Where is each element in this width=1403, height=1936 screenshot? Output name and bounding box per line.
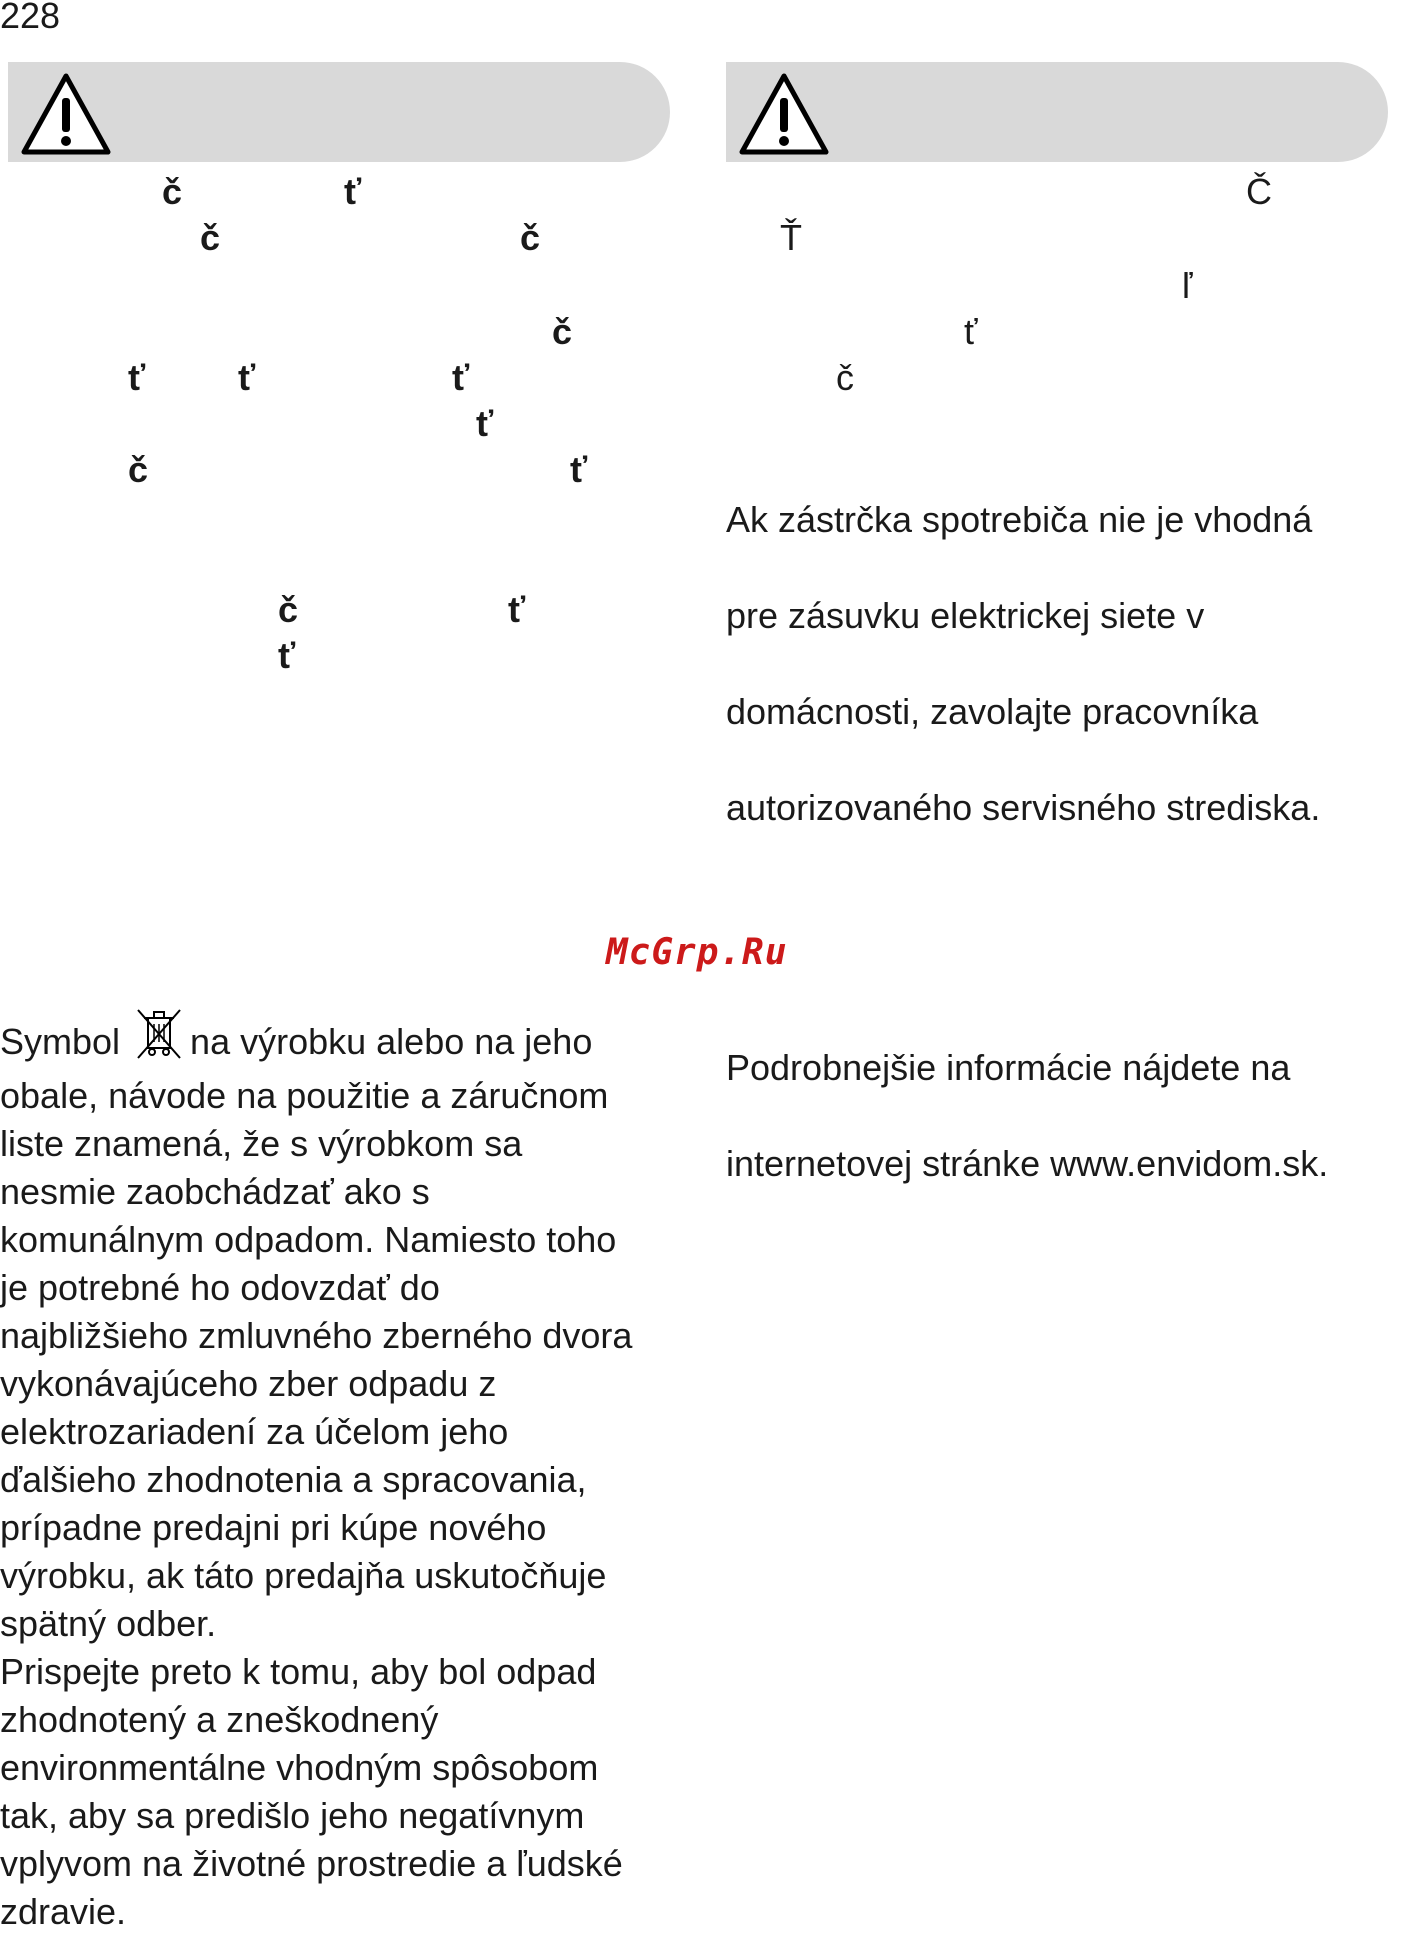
disposal-line: environmentálne vhodným spôsobom [0, 1747, 599, 1788]
text-fragment: Č [1246, 171, 1272, 212]
warning-triangle-icon [736, 70, 832, 158]
disposal-line: prípadne predajni pri kúpe nového [0, 1507, 547, 1548]
text-fragment: ť [508, 589, 526, 630]
disposal-line: je potrebné ho odovzdať do [0, 1267, 440, 1308]
warning-triangle-icon [18, 70, 114, 158]
page-number: 228 [0, 0, 61, 36]
left-warning-bar [8, 62, 670, 162]
text-fragment: ť [344, 171, 362, 212]
disposal-line: obale, návode na použitie a záručnom [0, 1075, 609, 1116]
more-info [726, 996, 1386, 1236]
more-info-line: Podrobnejšie informácie nájdete na [726, 1047, 1291, 1088]
plug-note [726, 448, 1386, 880]
more-info-line: internetovej stránke www.envidom.sk. [726, 1143, 1329, 1184]
crossed-out-bin-icon [134, 1008, 184, 1072]
text-fragment: č [836, 357, 854, 398]
disposal-line: spätný odber. [0, 1603, 217, 1644]
text-fragment: ť [476, 403, 494, 444]
disposal-line: výrobku, ak táto predajňa uskutočňuje [0, 1555, 607, 1596]
text-fragment: č [552, 311, 573, 352]
plug-note-line: autorizovaného servisného strediska. [726, 787, 1321, 828]
disposal-line: zhodnotený a zneškodnený [0, 1699, 439, 1740]
disposal-line: elektrozariadení za účelom jeho [0, 1411, 509, 1452]
text-fragment: ľ [1182, 265, 1193, 306]
text-fragment: ť [238, 357, 256, 398]
disposal-paragraph [0, 1008, 690, 1936]
disposal-line: zdravie. [0, 1891, 127, 1932]
symbol-word: Symbol [0, 1021, 121, 1062]
plug-note-line: pre zásuvku elektrickej siete v [726, 595, 1205, 636]
disposal-line: ďalšieho zhodnotenia a spracovania, [0, 1459, 587, 1500]
disposal-line: tak, aby sa predišlo jeho negatívnym [0, 1795, 585, 1836]
text-fragment: č [128, 449, 149, 490]
text-fragment: ť [570, 449, 588, 490]
plug-note-line: domácnosti, zavolajte pracovníka [726, 691, 1259, 732]
disposal-line: Prispejte preto k tomu, aby bol odpad [0, 1651, 597, 1692]
disposal-line: vplyvom na životné prostredie a ľudské [0, 1843, 623, 1884]
text-fragment: ť [278, 635, 296, 676]
text-fragment: č [278, 589, 299, 630]
disposal-line: najbližšieho zmluvného zberného dvora [0, 1315, 633, 1356]
disposal-line: komunálnym odpadom. Namiesto toho [0, 1219, 617, 1260]
watermark: McGrp.Ru [606, 932, 788, 973]
text-fragment: č [162, 171, 183, 212]
plug-note-line: Ak zástrčka spotrebiča nie je vhodná [726, 499, 1313, 540]
text-fragment: Ť [780, 217, 802, 258]
text-fragment: ť [452, 357, 470, 398]
text-fragment: č [520, 217, 541, 258]
right-warning-bar [726, 62, 1388, 162]
disposal-first-line [0, 1008, 690, 1072]
text-fragment: č [200, 217, 221, 258]
text-fragment: ť [128, 357, 146, 398]
disposal-line: nesmie zaobchádzať ako s [0, 1171, 430, 1212]
disposal-line: vykonávajúceho zber odpadu z [0, 1363, 497, 1404]
disposal-line: liste znamená, že s výrobkom sa [0, 1123, 523, 1164]
symbol-line-rest: na výrobku alebo na jeho [190, 1021, 593, 1062]
text-fragment: ť [964, 311, 978, 352]
